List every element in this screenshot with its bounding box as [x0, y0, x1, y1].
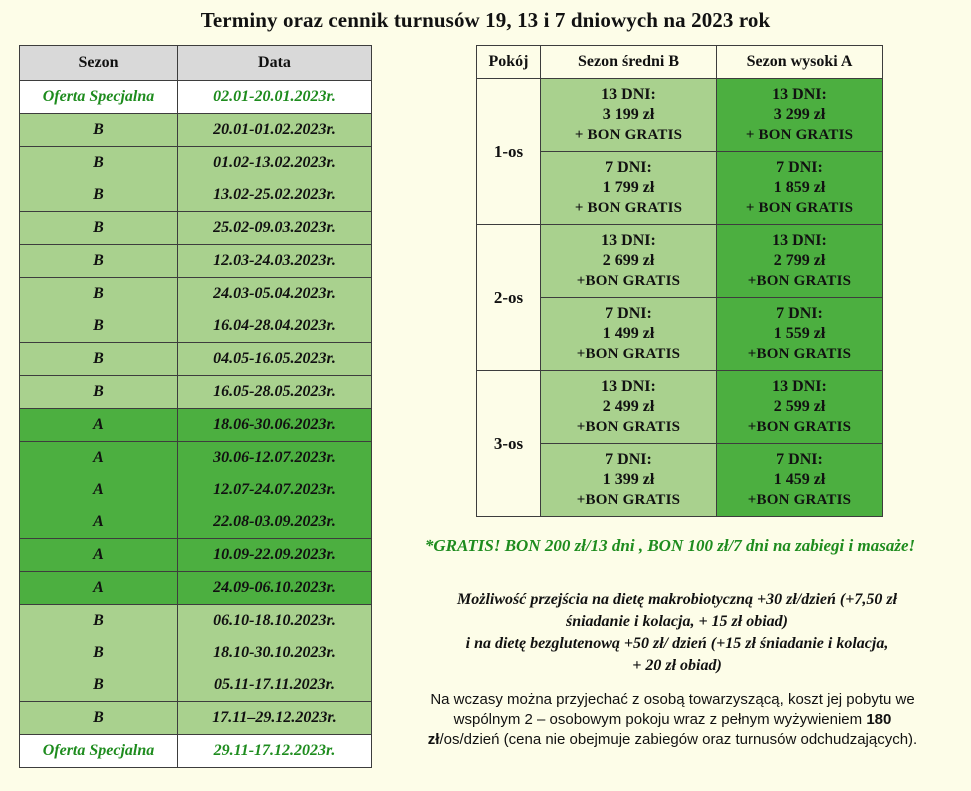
- price-amount: 1 859 zł: [773, 179, 826, 196]
- table-row: [20, 114, 372, 147]
- bonus-label: +BON GRATIS: [747, 346, 852, 362]
- mid-season-price-cell: [541, 152, 717, 225]
- duration-label: 13 DNI:: [772, 378, 827, 395]
- date-cell: 13.02-25.02.2023r.: [178, 179, 372, 212]
- mid-season-price-cell: [541, 371, 717, 444]
- bonus-label: +BON GRATIS: [747, 419, 852, 435]
- season-table-body: [20, 81, 372, 768]
- date-cell: 29.11-17.12.2023r.: [178, 735, 372, 768]
- season-label: A: [93, 449, 104, 466]
- season-cell: B: [20, 702, 178, 735]
- season-cell: [20, 147, 178, 212]
- table-row: [20, 245, 372, 278]
- duration-label: 7 DNI:: [776, 159, 823, 176]
- season-label: B: [93, 154, 104, 171]
- price-table: [476, 45, 883, 517]
- high-season-column-header: Sezon wysoki A: [717, 46, 883, 79]
- price-table-body: [477, 79, 883, 517]
- season-cell: B: [20, 343, 178, 376]
- bonus-label: +BON GRATIS: [747, 273, 852, 289]
- date-cell: 22.08-03.09.2023r.: [178, 506, 372, 539]
- season-label: A: [93, 481, 104, 498]
- room-column-header: Pokój: [477, 46, 541, 79]
- companion-note: [380, 690, 965, 750]
- price-amount: 2 799 zł: [773, 252, 826, 269]
- mid-season-price-cell: [541, 79, 717, 152]
- season-label: B: [93, 676, 104, 693]
- table-row: [20, 343, 372, 376]
- price-amount: 1 459 zł: [773, 471, 826, 488]
- price-amount: 3 199 zł: [602, 106, 655, 123]
- season-cell: B: [20, 212, 178, 245]
- season-cell: [20, 605, 178, 702]
- table-row: [20, 278, 372, 311]
- price-amount: 1 799 zł: [602, 179, 655, 196]
- season-cell: B: [20, 376, 178, 409]
- bonus-label: +BON GRATIS: [747, 492, 852, 508]
- duration-label: 7 DNI:: [605, 451, 652, 468]
- season-cell: B: [20, 245, 178, 278]
- price-amount: 1 399 zł: [602, 471, 655, 488]
- companion-note-line: Na wczasy można przyjechać z osobą towarzyszącą, koszt jej pobytu we: [430, 691, 915, 708]
- date-cell: 12.07-24.07.2023r.: [178, 474, 372, 506]
- diet-options-note: [392, 589, 962, 677]
- high-season-price-cell: [717, 79, 883, 152]
- bonus-label: +BON GRATIS: [576, 346, 681, 362]
- price-amount: 2 499 zł: [602, 398, 655, 415]
- companion-price-amount: 180: [866, 711, 892, 728]
- season-label: B: [93, 644, 104, 661]
- table-row: [20, 539, 372, 572]
- bonus-label: + BON GRATIS: [745, 127, 854, 143]
- date-cell: 01.02-13.02.2023r.: [178, 147, 372, 180]
- date-cell: 05.11-17.11.2023r.: [178, 669, 372, 702]
- date-cell: 12.03-24.03.2023r.: [178, 245, 372, 278]
- bonus-label: +BON GRATIS: [576, 273, 681, 289]
- high-season-price-cell: [717, 152, 883, 225]
- season-label: B: [93, 317, 104, 334]
- diet-note-line: i na dietę bezglutenową +50 zł/ dzień (+15 zł śniadanie i kolacja,: [465, 635, 889, 652]
- bonus-label: +BON GRATIS: [576, 419, 681, 435]
- companion-note-text: /os/dzień (cena nie obejmuje zabiegów oraz turnusów odchudzających).: [439, 731, 918, 748]
- gratis-voucher-note: *GRATIS! BON 200 zł/13 dni , BON 100 zł/7 dni na zabiegi i masaże!: [424, 536, 916, 555]
- date-cell: 24.09-06.10.2023r.: [178, 572, 372, 605]
- date-cell: 02.01-20.01.2023r.: [178, 81, 372, 114]
- date-cell: 24.03-05.04.2023r.: [178, 278, 372, 311]
- room-type-cell: 1-os: [477, 79, 541, 225]
- mid-season-price-cell: [541, 225, 717, 298]
- season-cell: A: [20, 572, 178, 605]
- date-cell: 16.04-28.04.2023r.: [178, 310, 372, 343]
- season-column-header: Sezon: [20, 46, 178, 81]
- duration-label: 13 DNI:: [772, 86, 827, 103]
- table-row: [20, 212, 372, 245]
- table-row: [20, 442, 372, 475]
- duration-label: 13 DNI:: [772, 232, 827, 249]
- high-season-price-cell: [717, 371, 883, 444]
- room-type-cell: 2-os: [477, 225, 541, 371]
- price-amount: 2 699 zł: [602, 252, 655, 269]
- date-cell: 30.06-12.07.2023r.: [178, 442, 372, 475]
- season-cell: [20, 442, 178, 539]
- table-row: [20, 735, 372, 768]
- table-row: [20, 572, 372, 605]
- mid-season-column-header: Sezon średni B: [541, 46, 717, 79]
- duration-label: 13 DNI:: [601, 378, 656, 395]
- season-cell: Oferta Specjalna: [20, 81, 178, 114]
- season-cell: A: [20, 539, 178, 572]
- season-cell: B: [20, 114, 178, 147]
- price-row: [477, 79, 883, 152]
- season-label: B: [93, 285, 104, 302]
- duration-label: 13 DNI:: [601, 86, 656, 103]
- season-cell: A: [20, 409, 178, 442]
- duration-label: 7 DNI:: [776, 451, 823, 468]
- date-cell: 18.10-30.10.2023r.: [178, 637, 372, 669]
- season-dates-table: [19, 45, 372, 768]
- table-row: [20, 702, 372, 735]
- duration-label: 7 DNI:: [605, 305, 652, 322]
- price-amount: 1 499 zł: [602, 325, 655, 342]
- price-amount: 2 599 zł: [773, 398, 826, 415]
- price-row: [477, 371, 883, 444]
- table-row: [20, 605, 372, 638]
- high-season-price-cell: [717, 225, 883, 298]
- companion-note-line: [380, 710, 965, 730]
- high-season-price-cell: [717, 298, 883, 371]
- table-row: [20, 409, 372, 442]
- date-column-header: Data: [178, 46, 372, 81]
- season-label: B: [93, 612, 104, 629]
- date-cell: 16.05-28.05.2023r.: [178, 376, 372, 409]
- duration-label: 7 DNI:: [776, 305, 823, 322]
- table-row: [20, 81, 372, 114]
- room-type-cell: 3-os: [477, 371, 541, 517]
- date-cell: 25.02-09.03.2023r.: [178, 212, 372, 245]
- season-cell: Oferta Specjalna: [20, 735, 178, 768]
- price-header-row: [477, 46, 883, 79]
- high-season-price-cell: [717, 444, 883, 517]
- mid-season-price-cell: [541, 298, 717, 371]
- date-cell: 10.09-22.09.2023r.: [178, 539, 372, 572]
- date-cell: 06.10-18.10.2023r.: [178, 605, 372, 638]
- mid-season-price-cell: [541, 444, 717, 517]
- diet-note-line: Możliwość przejścia na dietę makrobiotyczną +30 zł/dzień (+7,50 zł: [456, 591, 898, 608]
- price-amount: 3 299 zł: [773, 106, 826, 123]
- season-label: B: [93, 186, 104, 203]
- table-row: [20, 376, 372, 409]
- bonus-label: + BON GRATIS: [745, 200, 854, 216]
- companion-note-line: [380, 730, 965, 750]
- bonus-label: + BON GRATIS: [574, 200, 683, 216]
- price-amount: 1 559 zł: [773, 325, 826, 342]
- diet-note-line: + 20 zł obiad): [632, 657, 722, 674]
- companion-note-text: wspólnym 2 – osobowym pokoju wraz z pełnym wyżywieniem: [453, 711, 863, 728]
- bonus-label: +BON GRATIS: [576, 492, 681, 508]
- table-header-row: [20, 46, 372, 81]
- duration-label: 7 DNI:: [605, 159, 652, 176]
- companion-price-unit: zł: [427, 731, 440, 748]
- season-cell: [20, 278, 178, 343]
- season-label: A: [93, 513, 104, 530]
- diet-note-line: śniadanie i kolacja, + 15 zł obiad): [565, 613, 788, 630]
- price-row: [477, 225, 883, 298]
- page-title: Terminy oraz cennik turnusów 19, 13 i 7 dniowych na 2023 rok: [200, 8, 771, 32]
- table-row: [20, 147, 372, 180]
- date-cell: 04.05-16.05.2023r.: [178, 343, 372, 376]
- duration-label: 13 DNI:: [601, 232, 656, 249]
- date-cell: 17.11–29.12.2023r.: [178, 702, 372, 735]
- date-cell: 20.01-01.02.2023r.: [178, 114, 372, 147]
- bonus-label: + BON GRATIS: [574, 127, 683, 143]
- date-cell: 18.06-30.06.2023r.: [178, 409, 372, 442]
